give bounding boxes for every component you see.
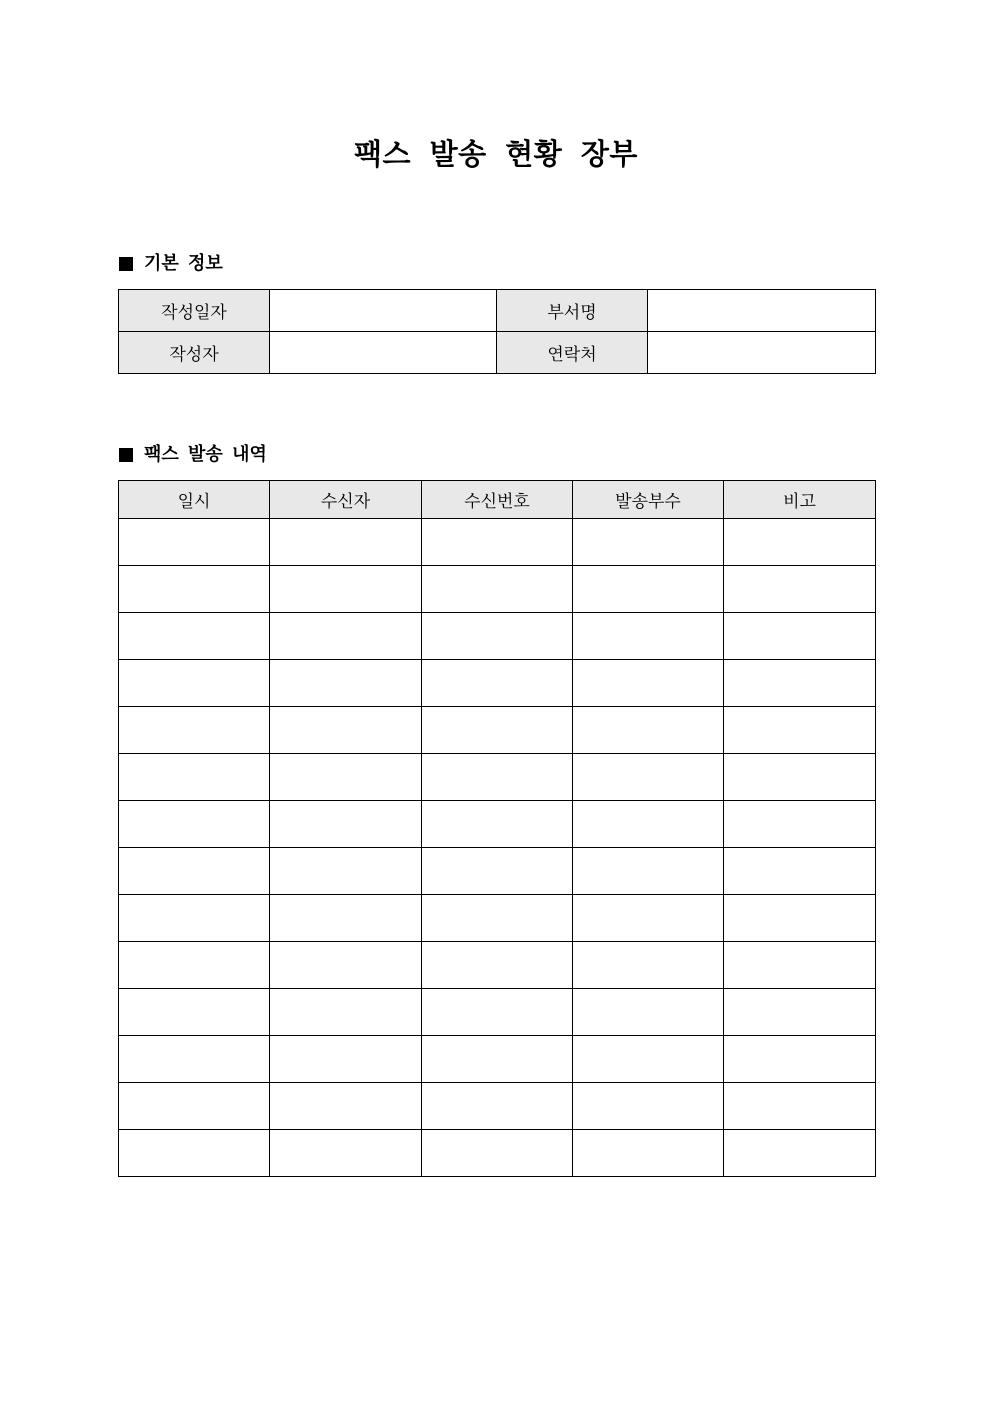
cell-fax-number[interactable] (422, 989, 573, 1036)
cell-copies[interactable] (573, 754, 724, 801)
cell-remarks[interactable] (724, 519, 876, 566)
cell-copies[interactable] (573, 613, 724, 660)
cell-fax-number[interactable] (422, 613, 573, 660)
label-date-written: 작성일자 (119, 290, 270, 332)
cell-recipient[interactable] (270, 895, 422, 942)
label-department: 부서명 (497, 290, 648, 332)
cell-remarks[interactable] (724, 1036, 876, 1083)
cell-recipient[interactable] (270, 613, 422, 660)
table-row (119, 1130, 876, 1177)
field-contact[interactable] (648, 332, 876, 374)
cell-recipient[interactable] (270, 1130, 422, 1177)
table-row (119, 613, 876, 660)
cell-copies[interactable] (573, 660, 724, 707)
column-header-fax-number: 수신번호 (422, 481, 573, 519)
cell-datetime[interactable] (119, 660, 270, 707)
cell-remarks[interactable] (724, 754, 876, 801)
cell-datetime[interactable] (119, 519, 270, 566)
fax-log-heading-label: 팩스 발송 내역 (144, 444, 267, 465)
fax-log-heading (119, 443, 267, 467)
column-header-remarks: 비고 (724, 481, 876, 519)
table-row (119, 1036, 876, 1083)
cell-recipient[interactable] (270, 566, 422, 613)
cell-datetime[interactable] (119, 1036, 270, 1083)
cell-fax-number[interactable] (422, 1130, 573, 1177)
cell-remarks[interactable] (724, 613, 876, 660)
label-author: 작성자 (119, 332, 270, 374)
cell-datetime[interactable] (119, 1083, 270, 1130)
cell-fax-number[interactable] (422, 519, 573, 566)
cell-copies[interactable] (573, 848, 724, 895)
cell-copies[interactable] (573, 895, 724, 942)
cell-recipient[interactable] (270, 801, 422, 848)
column-header-datetime: 일시 (119, 481, 270, 519)
cell-remarks[interactable] (724, 566, 876, 613)
cell-copies[interactable] (573, 707, 724, 754)
table-row (119, 989, 876, 1036)
basic-info-table (118, 289, 876, 374)
cell-copies[interactable] (573, 801, 724, 848)
table-row (119, 848, 876, 895)
cell-recipient[interactable] (270, 989, 422, 1036)
cell-datetime[interactable] (119, 754, 270, 801)
table-row (119, 895, 876, 942)
cell-recipient[interactable] (270, 519, 422, 566)
cell-fax-number[interactable] (422, 801, 573, 848)
cell-remarks[interactable] (724, 1130, 876, 1177)
cell-datetime[interactable] (119, 566, 270, 613)
table-row (119, 942, 876, 989)
cell-copies[interactable] (573, 1036, 724, 1083)
basic-info-heading-label: 기본 정보 (144, 253, 223, 274)
fax-log-body (119, 519, 876, 1177)
cell-datetime[interactable] (119, 895, 270, 942)
field-author[interactable] (270, 332, 497, 374)
column-header-recipient: 수신자 (270, 481, 422, 519)
cell-remarks[interactable] (724, 848, 876, 895)
cell-fax-number[interactable] (422, 707, 573, 754)
cell-fax-number[interactable] (422, 1083, 573, 1130)
cell-copies[interactable] (573, 519, 724, 566)
cell-datetime[interactable] (119, 942, 270, 989)
cell-remarks[interactable] (724, 942, 876, 989)
fax-log-header-row (119, 481, 876, 519)
table-row (119, 566, 876, 613)
column-header-copies: 발송부수 (573, 481, 724, 519)
cell-datetime[interactable] (119, 848, 270, 895)
cell-fax-number[interactable] (422, 566, 573, 613)
cell-recipient[interactable] (270, 848, 422, 895)
table-row (119, 519, 876, 566)
cell-fax-number[interactable] (422, 754, 573, 801)
table-row (119, 754, 876, 801)
cell-copies[interactable] (573, 942, 724, 989)
basic-info-row (119, 332, 876, 374)
label-contact: 연락처 (497, 332, 648, 374)
cell-datetime[interactable] (119, 707, 270, 754)
table-row (119, 660, 876, 707)
cell-remarks[interactable] (724, 895, 876, 942)
cell-fax-number[interactable] (422, 1036, 573, 1083)
table-row (119, 801, 876, 848)
basic-info-heading (119, 252, 223, 276)
cell-recipient[interactable] (270, 707, 422, 754)
cell-recipient[interactable] (270, 754, 422, 801)
cell-datetime[interactable] (119, 989, 270, 1036)
cell-copies[interactable] (573, 1083, 724, 1130)
cell-remarks[interactable] (724, 660, 876, 707)
table-row (119, 707, 876, 754)
cell-remarks[interactable] (724, 707, 876, 754)
field-date-written[interactable] (270, 290, 497, 332)
cell-remarks[interactable] (724, 1083, 876, 1130)
cell-fax-number[interactable] (422, 942, 573, 989)
field-department[interactable] (648, 290, 876, 332)
cell-recipient[interactable] (270, 942, 422, 989)
cell-datetime[interactable] (119, 1130, 270, 1177)
cell-copies[interactable] (573, 989, 724, 1036)
square-bullet-icon (119, 257, 133, 271)
cell-fax-number[interactable] (422, 848, 573, 895)
cell-remarks[interactable] (724, 801, 876, 848)
square-bullet-icon (119, 448, 133, 462)
cell-recipient[interactable] (270, 660, 422, 707)
cell-fax-number[interactable] (422, 895, 573, 942)
cell-copies[interactable] (573, 566, 724, 613)
table-row (119, 1083, 876, 1130)
cell-recipient[interactable] (270, 1036, 422, 1083)
cell-fax-number[interactable] (422, 660, 573, 707)
cell-remarks[interactable] (724, 989, 876, 1036)
page-title: 팩스 발송 현황 장부 (354, 137, 638, 171)
cell-copies[interactable] (573, 1130, 724, 1177)
cell-recipient[interactable] (270, 1083, 422, 1130)
cell-datetime[interactable] (119, 613, 270, 660)
cell-datetime[interactable] (119, 801, 270, 848)
basic-info-row (119, 290, 876, 332)
fax-log-table (118, 480, 876, 1177)
